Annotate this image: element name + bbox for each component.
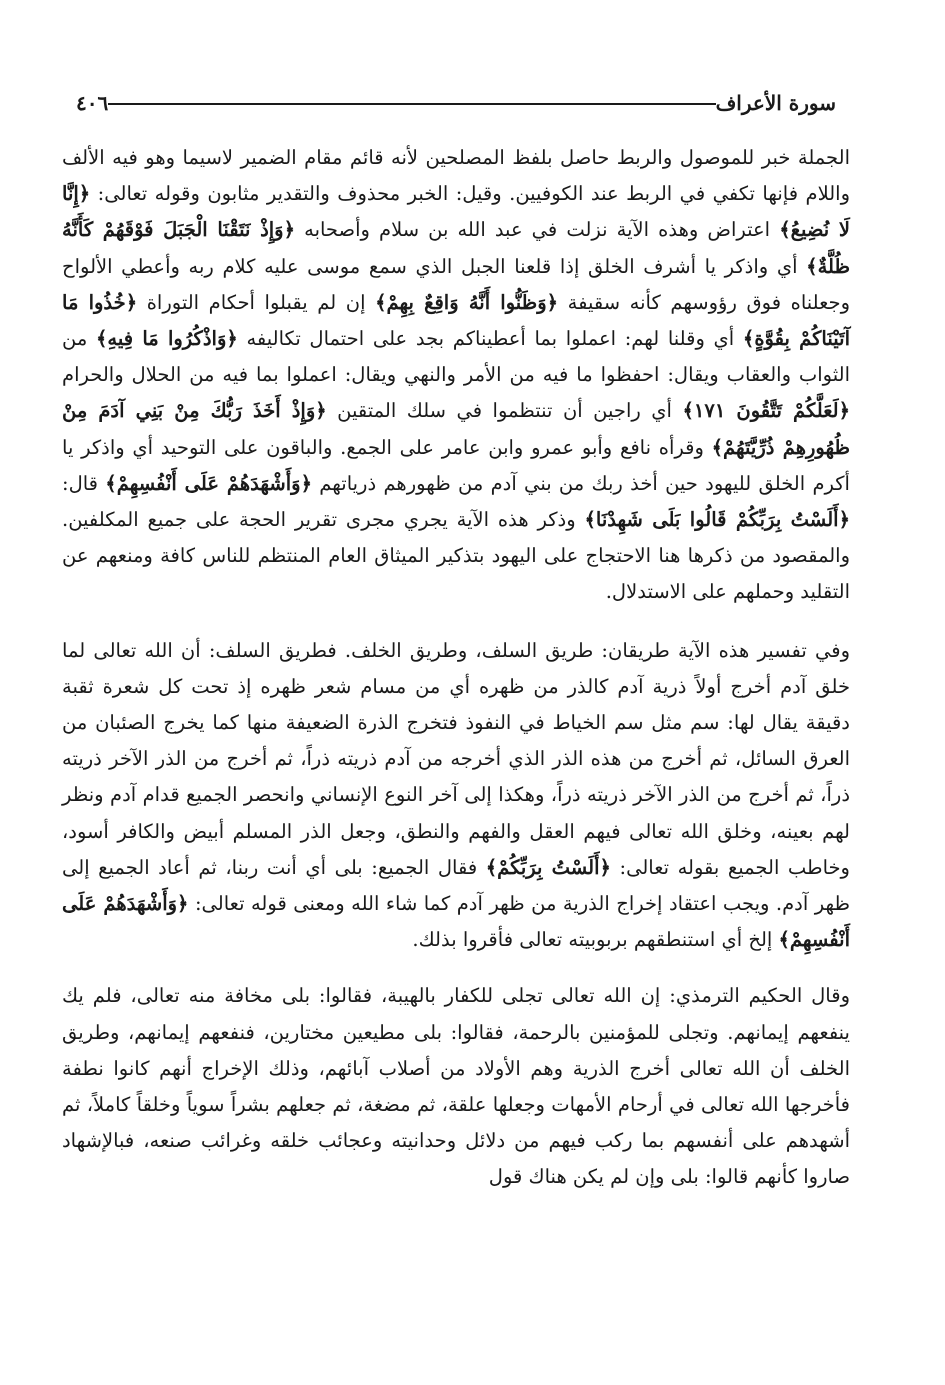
text-segment: فقال الجميع: بلى أي أنت ربنا، ثم أعاد الجميع إلى ظهر آدم. ويجب اعتقاد إخراج الذرية من ظهر آدم كما شاء الله ومعنى قوله تعالى: <box>62 855 850 916</box>
text-segment: أي وقلنا لهم: اعملوا بما أعطيناكم بجد على احتمال تكاليفه <box>237 327 743 351</box>
quran-verse: ﴿خُذُوا مَا آتَيْنَاكُمْ بِقُوَّةٍ﴾ <box>62 290 850 351</box>
paragraph-2 <box>62 633 850 959</box>
quran-verse: ﴿أَلَسْتُ بِرَبِّكُمْ﴾ <box>485 855 611 879</box>
page-number: ٤٠٦ <box>76 91 109 115</box>
text-segment: وقرأه نافع وأبو عمرو وابن عامر على الجمع. والباقون على التوحيد أي واذكر يا أكرم الخلق لليهود حين أخذ ربك من بني آدم من ظهورهم ذرياتهم <box>62 435 850 495</box>
text-segment: وفي تفسير هذه الآية طريقان: طريق السلف، وطريق الخلف. فطريق السلف: أن الله تعالى لما خلق آدم أخرج أولاً ذرية آدم كالذر من ظهره أي من مسام شعر ظهره إذ تحت كل شعرة ثقبة دقيقة يقال لها: سم مثل سم الخياط في النفوذ فتخرج الذرة الضعيفة منها كما يخرج الصئبان من العرق السائل، ثم أخرج من هذه الذر الذي أخرجه من آدم ذريته ذراً، ثم أخرج من الذر الآخر ذريته ذراً، ثم أخرج من الذر الآخر ذريته ذراً، وهكذا إلى آخر النوع الإنساني وانحصر الجميع قدام آدم ونظر لهم بعينه، وخلق الله تعالى فيهم العقل والفهم والنطق، وجعل الذر المسلم أبيض والكافر أسود، وخاطب الجميع بقوله تعالى: <box>62 638 850 879</box>
running-header <box>62 88 850 118</box>
paragraph-3 <box>62 978 850 1195</box>
quran-verse: ﴿وَظَنُّوا أَنَّهُ وَاقِعٌ بِهِمْ﴾ <box>375 290 559 314</box>
header-rule <box>108 103 715 105</box>
text-segment: إن لم يقبلوا أحكام التوراة <box>137 290 376 314</box>
text-segment: أي واذكر يا أشرف الخلق إذا قلعنا الجبل الذي سمع موسى عليه كلام ربه وأعطي الألواح وجعلناه فوق رؤوسهم كأنه سقيفة <box>62 254 850 314</box>
quran-verse: ﴿وَأَشْهَدَهُمْ عَلَى أَنْفُسِهِمْ﴾ <box>105 471 312 495</box>
paragraph-1 <box>62 140 850 611</box>
quran-verse: ﴿وَاذْكُرُوا مَا فِيهِ﴾ <box>95 327 238 351</box>
text-segment: وقال الحكيم الترمذي: إن الله تعالى تجلى للكفار بالهيبة، فقالوا: بلى مخافة منه تعالى، فلم يك ينفعهم إيمانهم. وتجلى للمؤمنين بالرحمة، فقالوا: بلى مطيعين مختارين، فنفعهم إيمانهم، وطريق الخلف أن الله تعالى أخرج الذرية وهم الأولاد من أصلاب آبائهم، وذلك الإخراج أنهم كانوا نطفة فأخرجها الله تعالى في أرحام الأمهات وجعلها علقة، ثم مضغة، ثم جعلهم بشراً سوياً وخلقاً كاملاً، ثم أشهدهم على أنفسهم بما ركب فيهم من دلائل وحدانيته وعجائب خلقه وغرائب صنعه، فبالإشهاد صاروا كأنهم قالوا: بلى وإن لم يكن هناك قول <box>62 984 850 1189</box>
text-segment: قال: <box>62 471 106 495</box>
quran-verse: ﴿لَعَلَّكُمْ تَتَّقُونَ ١٧١﴾ <box>682 399 851 423</box>
quran-verse: ﴿وَإِذْ نَتَقْنَا الْجَبَلَ فَوْقَهُمْ كَأَنَّهُ ظُلَّةٌ﴾ <box>62 218 850 278</box>
text-segment: الجملة خبر للموصول والربط حاصل بلفظ المصلحين لأنه قائم مقام الضمير لاسيما وهو فيه الألف واللام فإنها تكفي في الربط عند الكوفيين. وقيل: الخبر محذوف والتقدير مثابون وقوله تعالى: <box>62 146 850 206</box>
book-page <box>62 88 850 1378</box>
text-segment: إلخ أي استنطقهم بربوبيته تعالى فأقروا بذلك. <box>412 928 779 952</box>
quran-verse: ﴿وَأَشْهَدَهُمْ عَلَى أَنْفُسِهِمْ﴾ <box>62 892 850 952</box>
quran-verse: ﴿أَلَسْتُ بِرَبِّكُمْ قَالُوا بَلَى شَهِدْنَا﴾ <box>584 508 850 532</box>
text-segment: اعتراض وهذه الآية نزلت في عبد الله بن سلام وأصحابه <box>295 218 780 242</box>
text-segment: من الثواب والعقاب ويقال: احفظوا ما فيه من الأمر والنهي ويقال: اعملوا بما فيه من الحلال والحرام <box>62 327 850 387</box>
quran-verse: ﴿وَإِذْ أَخَذَ رَبُّكَ مِنْ بَنِي آدَمَ مِنْ ظُهُورِهِمْ ذُرِّيَّتَهُمْ﴾ <box>62 399 850 459</box>
text-segment: وذكر هذه الآية يجري مجرى تقرير الحجة على جميع المكلفين. والمقصود من ذكرها هنا الاحتجاج على اليهود بتذكير الميثاق العام المنتظم للناس كافة ومنعهم عن التقليد وحملهم على الاستدلال. <box>62 508 850 604</box>
text-segment: أي راجين أن تنتظموا في سلك المتقين <box>326 399 683 423</box>
quran-verse: ﴿إِنَّا لَا نُضِيعُ﴾ <box>62 182 851 242</box>
sura-title: سورة الأعراف <box>715 91 836 115</box>
